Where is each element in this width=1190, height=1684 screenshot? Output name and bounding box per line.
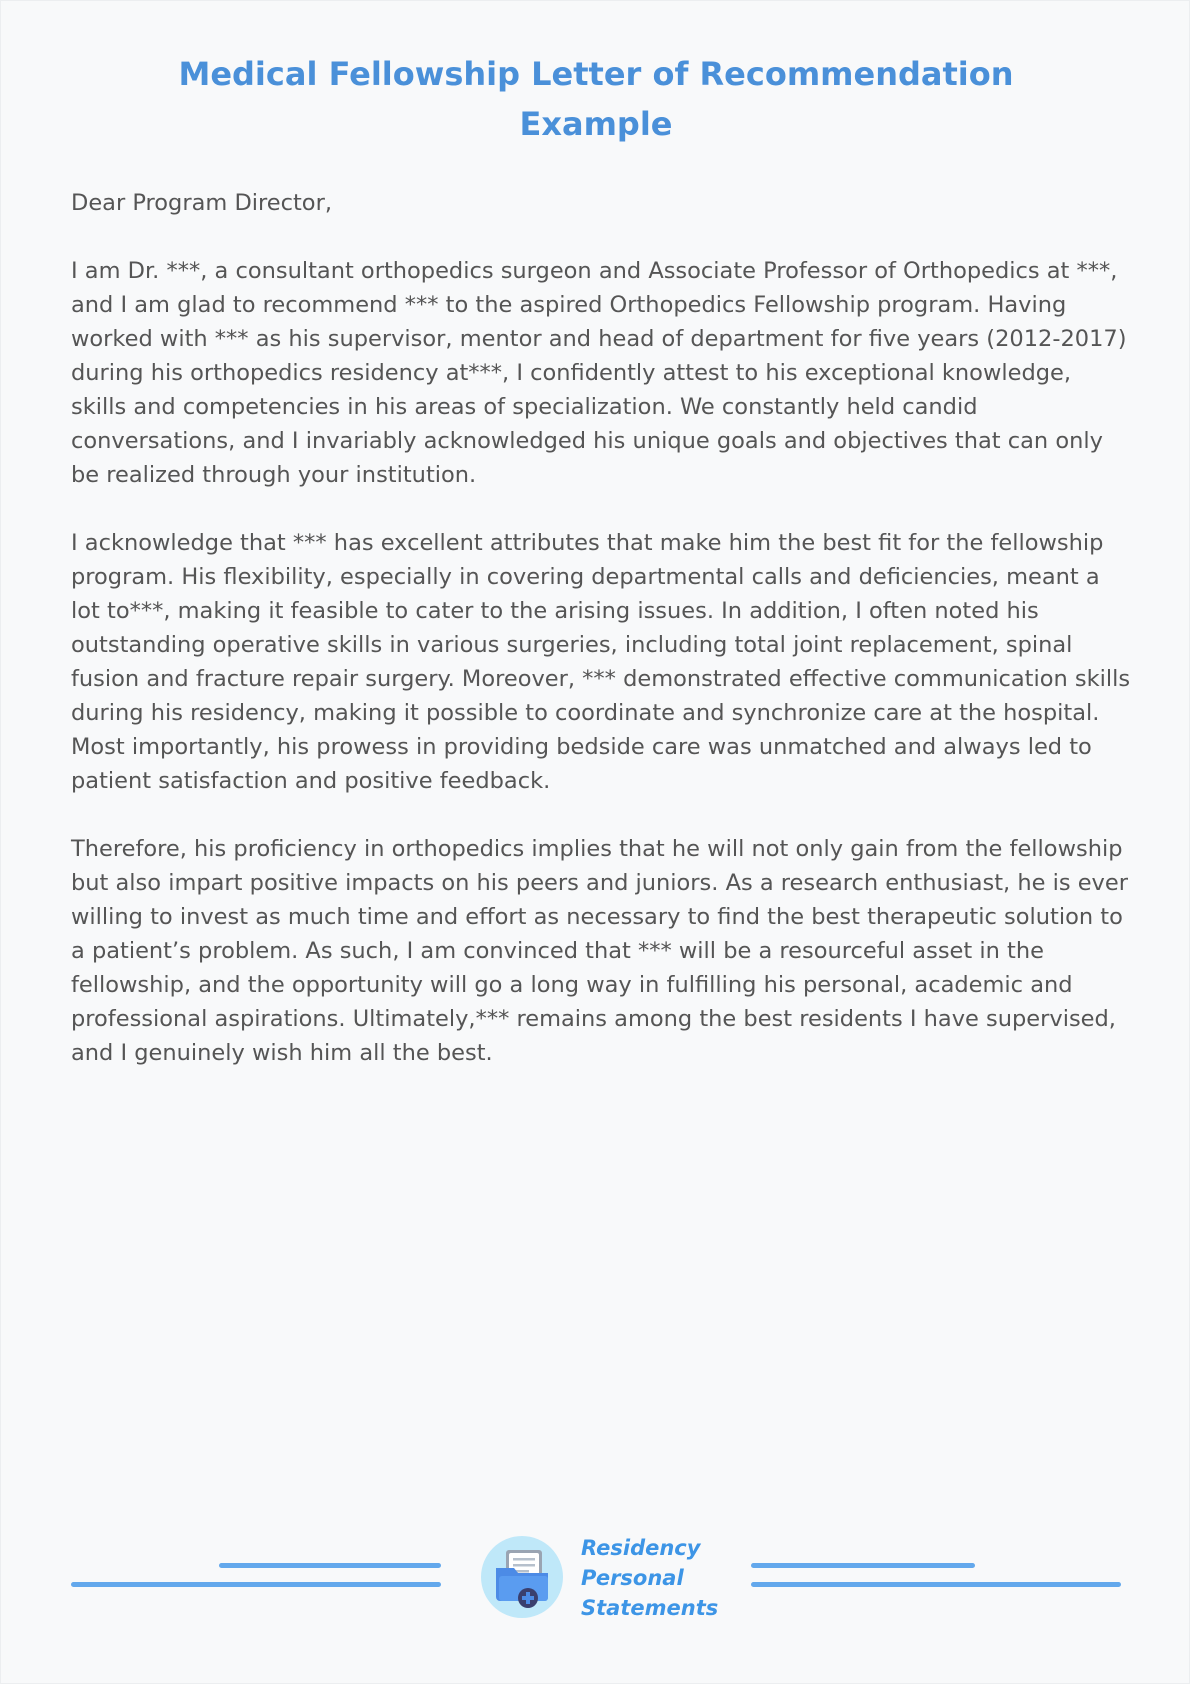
title-line-2: Example — [519, 105, 673, 143]
page-title — [96, 49, 1096, 149]
paragraph-3: Therefore, his proficiency in orthopedics implies that he will not only gain from the fellowship but also impart positive impacts on his peers and juniors. As a research enthusiast, he is ever willing to invest as much time and effort as necessary to find the best therapeutic solution to a patient’s problem. As such, I am convinced that *** will be a resourceful asset in the fellowship, and the opportunity will go a long way in fulfilling his personal, academic and professional aspirations. Ultimately,*** remains among the best residents I have supervised, and I genuinely wish him all the best. — [71, 836, 1128, 1066]
letter-body — [71, 186, 1131, 1104]
footer-rule-left-long — [71, 1582, 441, 1587]
title-line-1: Medical Fellowship Letter of Recommendation — [178, 55, 1014, 93]
medical-folder-icon — [481, 1536, 563, 1618]
salutation: Dear Program Director, — [71, 190, 332, 216]
footer-rule-right-short — [751, 1563, 975, 1568]
logo-badge — [481, 1536, 563, 1618]
footer-rule-left-short — [219, 1563, 441, 1568]
logo-line-3: Statements — [581, 1596, 719, 1620]
logo-line-2: Personal — [581, 1566, 684, 1590]
logo-line-1: Residency — [581, 1536, 701, 1560]
footer-rule-right-long — [751, 1582, 1121, 1587]
logo-wordmark — [581, 1533, 718, 1623]
paragraph-1: I am Dr. ***, a consultant orthopedics surgeon and Associate Professor of Orthopedics at ***, and I am glad to recommend *** to the aspired Orthopedics Fellowship program. Having worked with *** as his supervisor, mentor and head of department for five years (2012-2017) during his orthopedics residency at***, I confidently attest to his exceptional knowledge, skills and competencies in his areas of specialization. We constantly held candid conversations, and I invariably acknowledged his unique goals and objectives that can only be realized through your institution. — [71, 258, 1127, 488]
paragraph-2: I acknowledge that *** has excellent attributes that make him the best fit for the fellowship program. His flexibility, especially in covering departmental calls and deficiencies, meant a lot to***, making it feasible to cater to the arising issues. In addition, I often noted his outstanding operative skills in various surgeries, including total joint replacement, spinal fusion and fracture repair surgery. Moreover, *** demonstrated effective communication skills during his residency, making it possible to coordinate and synchronize care at the hospital. Most importantly, his prowess in providing bedside care was unmatched and always led to patient satisfaction and positive feedback. — [71, 530, 1131, 794]
